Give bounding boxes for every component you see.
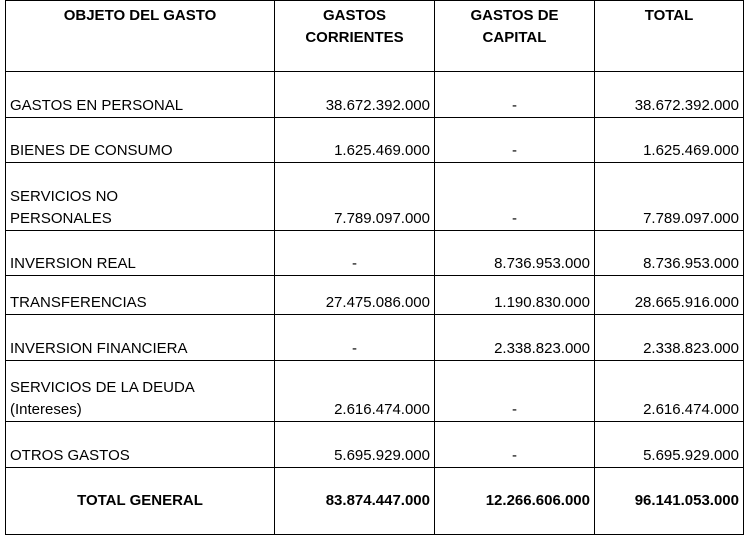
concepto-cell: INVERSION REAL	[6, 231, 275, 276]
table-row	[6, 315, 744, 361]
corrientes-cell: -	[275, 315, 435, 361]
total-cell: 8.736.953.000	[595, 231, 744, 276]
concepto-cell: OTROS GASTOS	[6, 422, 275, 468]
concepto-cell: TRANSFERENCIAS	[6, 276, 275, 315]
capital-cell: -	[435, 72, 595, 118]
budget-table	[5, 0, 744, 535]
total-cell: 1.625.469.000	[595, 118, 744, 163]
total-capital: 12.266.606.000	[435, 468, 595, 535]
header-total: TOTAL	[595, 1, 744, 72]
table-row	[6, 118, 744, 163]
concepto-cell: BIENES DE CONSUMO	[6, 118, 275, 163]
table-row	[6, 276, 744, 315]
table-row	[6, 72, 744, 118]
total-cell: 5.695.929.000	[595, 422, 744, 468]
total-corrientes: 83.874.447.000	[275, 468, 435, 535]
header-objeto: OBJETO DEL GASTO	[6, 1, 275, 72]
concepto-cell: SERVICIOS NO PERSONALES	[6, 163, 275, 231]
corrientes-cell: 5.695.929.000	[275, 422, 435, 468]
corrientes-cell: 7.789.097.000	[275, 163, 435, 231]
concepto-cell: SERVICIOS DE LA DEUDA (Intereses)	[6, 361, 275, 422]
header-row	[6, 1, 744, 72]
corrientes-cell: 38.672.392.000	[275, 72, 435, 118]
total-label: TOTAL GENERAL	[6, 468, 275, 535]
capital-cell: 8.736.953.000	[435, 231, 595, 276]
capital-cell: -	[435, 163, 595, 231]
corrientes-cell: 2.616.474.000	[275, 361, 435, 422]
capital-cell: -	[435, 118, 595, 163]
corrientes-cell: 27.475.086.000	[275, 276, 435, 315]
corrientes-cell: 1.625.469.000	[275, 118, 435, 163]
total-cell: 2.338.823.000	[595, 315, 744, 361]
header-corrientes: GASTOS CORRIENTES	[275, 1, 435, 72]
total-cell: 2.616.474.000	[595, 361, 744, 422]
total-general: 96.141.053.000	[595, 468, 744, 535]
corrientes-cell: -	[275, 231, 435, 276]
total-cell: 7.789.097.000	[595, 163, 744, 231]
header-capital: GASTOS DE CAPITAL	[435, 1, 595, 72]
table-row	[6, 163, 744, 231]
total-cell: 38.672.392.000	[595, 72, 744, 118]
concepto-cell: INVERSION FINANCIERA	[6, 315, 275, 361]
capital-cell: -	[435, 422, 595, 468]
total-cell: 28.665.916.000	[595, 276, 744, 315]
table-row	[6, 231, 744, 276]
capital-cell: 2.338.823.000	[435, 315, 595, 361]
total-row	[6, 468, 744, 535]
table-row	[6, 361, 744, 422]
concepto-cell: GASTOS EN PERSONAL	[6, 72, 275, 118]
table-row	[6, 422, 744, 468]
capital-cell: 1.190.830.000	[435, 276, 595, 315]
capital-cell: -	[435, 361, 595, 422]
